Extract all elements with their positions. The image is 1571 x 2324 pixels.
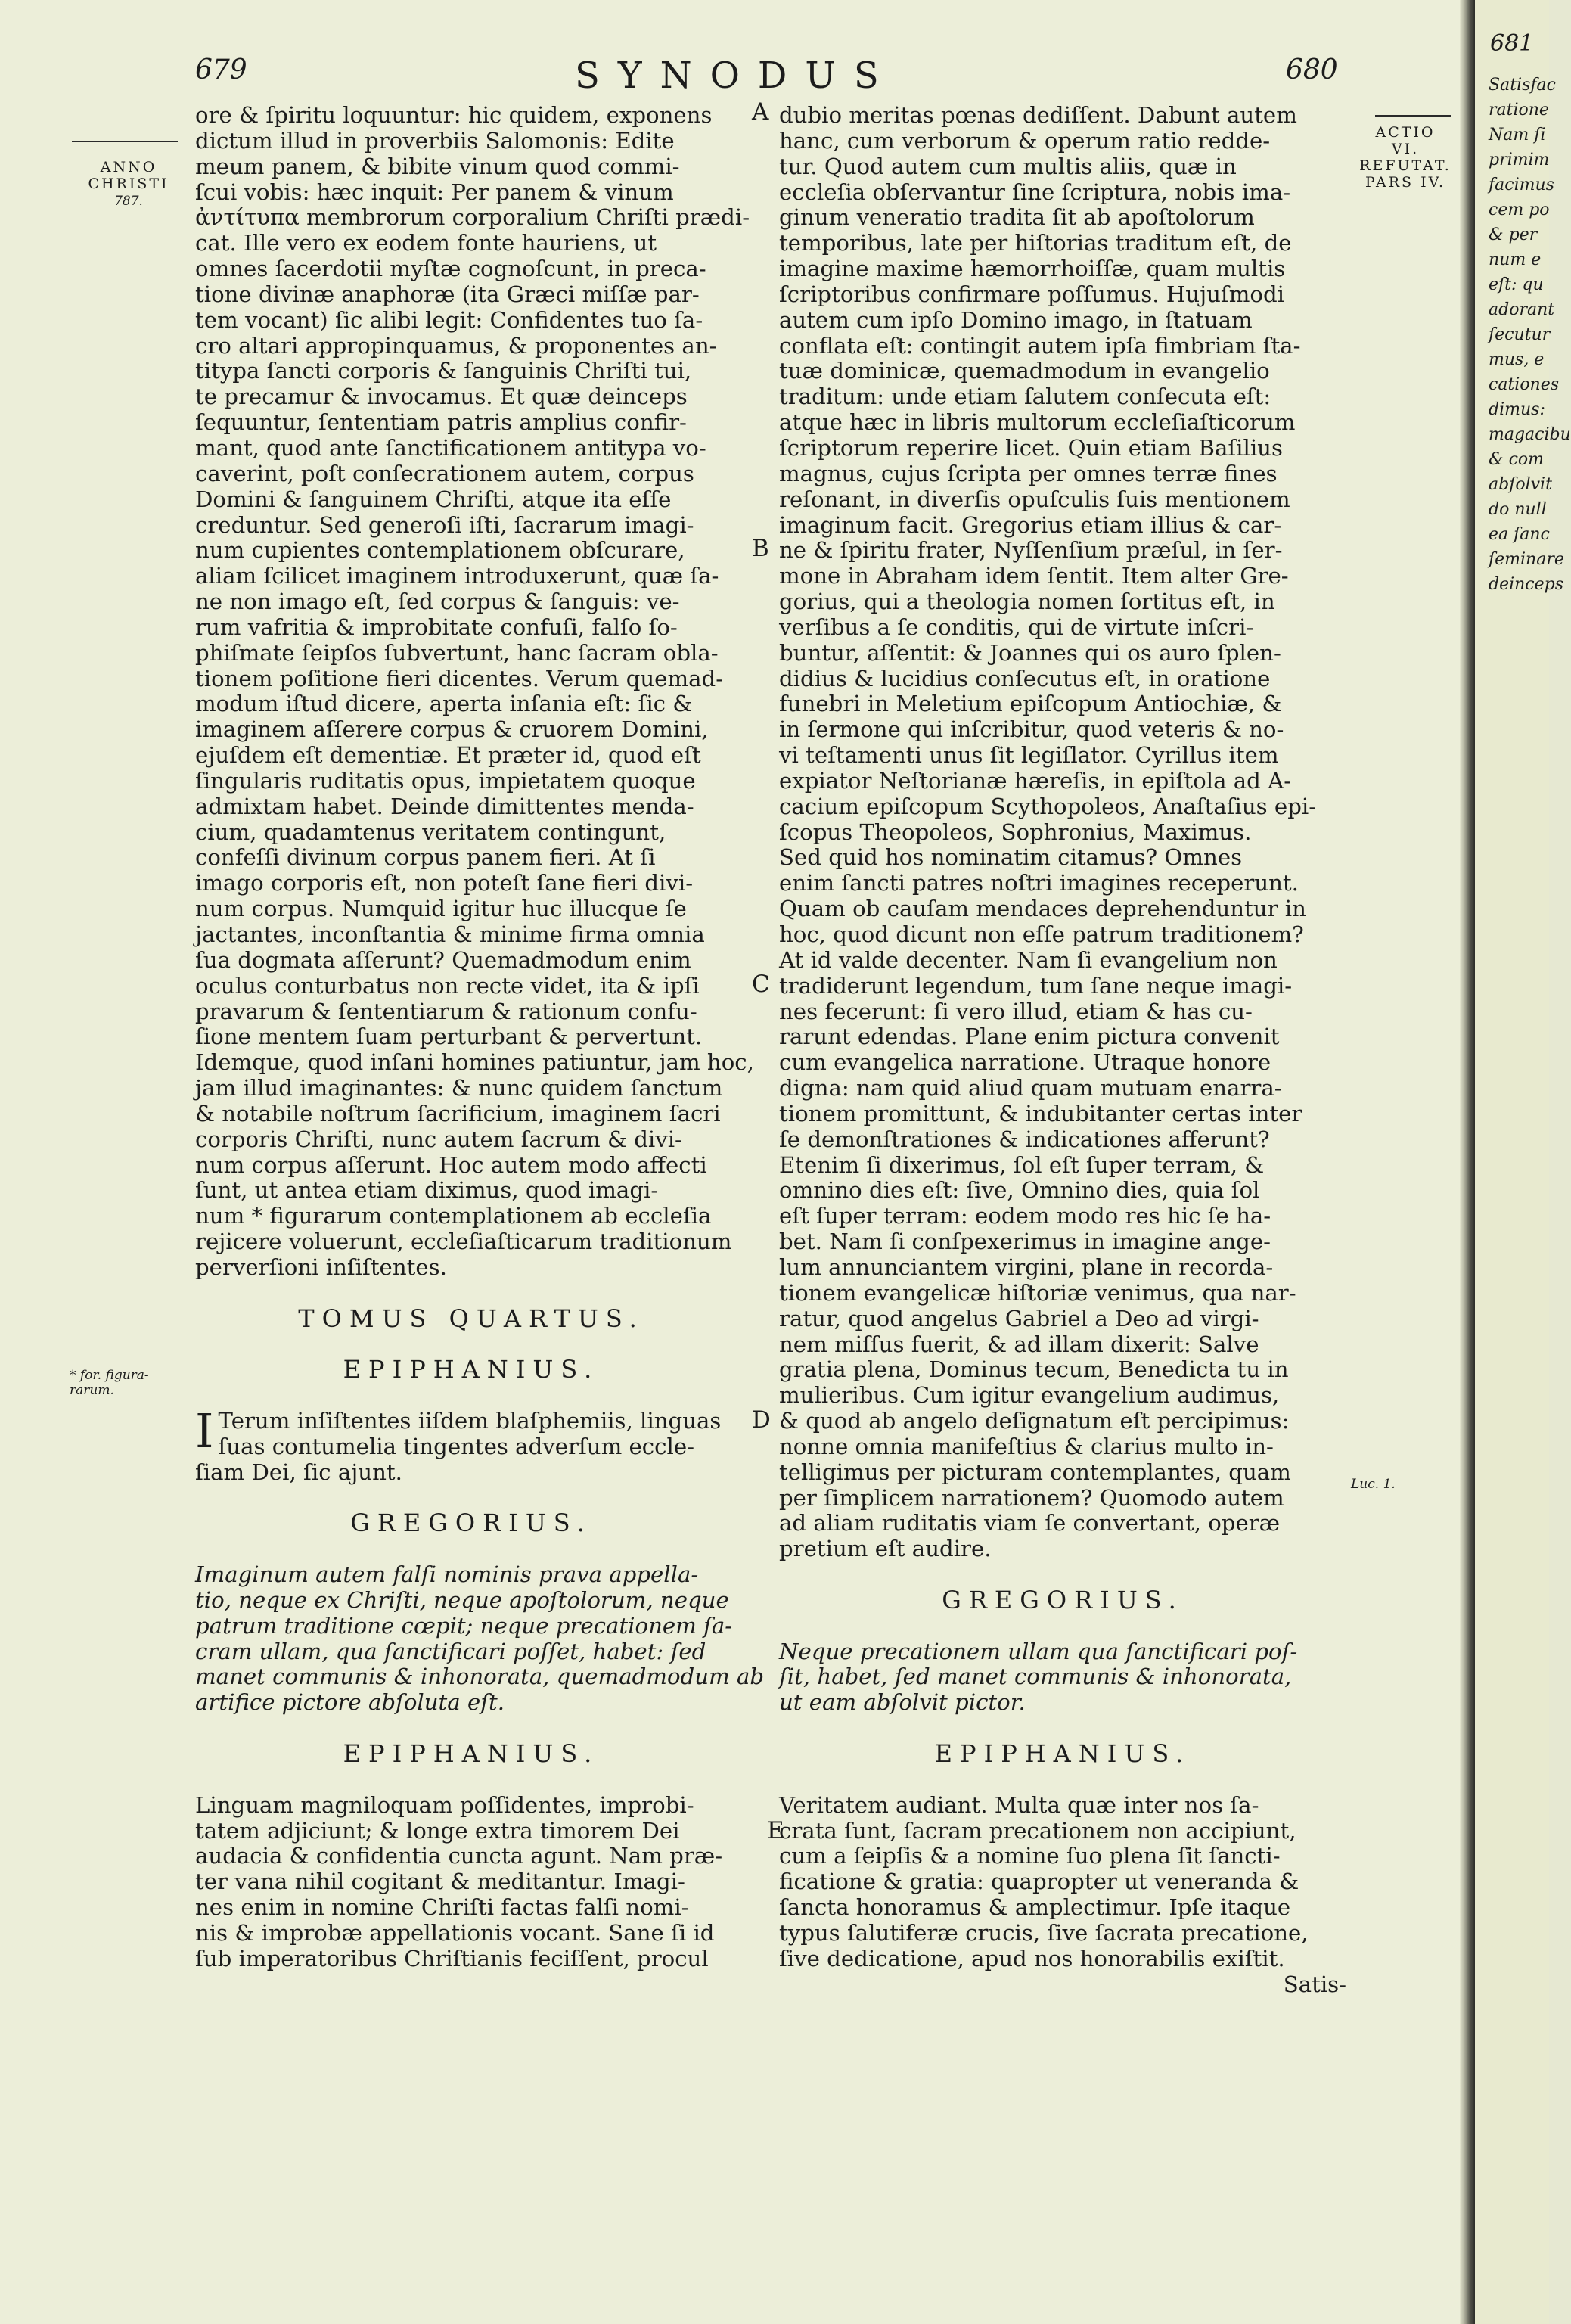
text-line: ut eam abſolvit pictor. <box>779 1689 1026 1716</box>
section-letter-e: E <box>767 1817 784 1844</box>
next-page-fragment: primim <box>1489 151 1550 169</box>
text-line: cum a ſeipſis & a nomine ſuo plena ſit ſancti- <box>779 1843 1281 1869</box>
next-page-fragment: num e <box>1489 250 1542 269</box>
text-line: admixtam habet. Deinde dimittentes menda- <box>195 793 694 819</box>
text-line: mant, quod ante ſanctificationem antitypa vo- <box>195 434 706 461</box>
text-line: ſit, habet, ſed manet communis & inhonorata, <box>779 1664 1292 1690</box>
text-line: corporis Chriſti, nunc autem ſacrum & divi- <box>195 1126 682 1152</box>
text-line: cro altari appropinquamus, & proponentes an- <box>195 332 717 359</box>
text-line: nis & improbæ appellationis vocant. Sane ſi id <box>195 1919 715 1946</box>
text-line: tradiderunt legendum, tum ſane neque imagi- <box>779 972 1293 999</box>
text-line: cat. Ille vero ex eodem fonte hauriens, ut <box>195 230 657 256</box>
section-letter-a: A <box>752 98 769 126</box>
text-line: perverſioni inſiſtentes. <box>195 1254 447 1280</box>
text-line: oculus conturbatus non recte videt, ita & ipſi <box>195 972 700 999</box>
next-page-fragment: mus, e <box>1489 350 1545 369</box>
text-line: ginum veneratio tradita ſit ab apoſtolorum <box>779 204 1255 231</box>
text-line: ſub imperatoribus Chriſtianis feciſſent, procul <box>195 1945 709 1971</box>
text-line: digna: nam quid aliud quam mutuam enarra- <box>779 1075 1282 1101</box>
text-line: artifice pictore abſoluta eſt. <box>195 1689 505 1716</box>
text-line: pretium eſt audire. <box>779 1536 992 1562</box>
left-page-number: 679 <box>195 54 247 85</box>
text-line: autem cum ipſo Domino imago, in ſtatuam <box>779 306 1253 333</box>
next-page-fragment: magacibu <box>1489 425 1571 444</box>
text-line: cacium epiſcopum Scythopoleos, Anaſtaſius epi- <box>779 793 1317 819</box>
refutat-label: REFUTAT. <box>1359 157 1451 174</box>
actio-label: ACTIO <box>1375 124 1436 141</box>
text-line: ſione mentem ſuam perturbant & pervertunt. <box>195 1024 703 1050</box>
text-line: omnes ſacerdotii myſtæ cognoſcunt, in preca- <box>195 256 706 282</box>
right-page-number: 680 <box>1286 54 1338 85</box>
epiphanius-paragraph-1 <box>195 1403 747 1486</box>
text-line: tione divinæ anaphoræ (ita Græci miſſæ par- <box>195 281 700 307</box>
next-page-fragment: eſt: qu <box>1489 275 1544 294</box>
section-letter-d: D <box>752 1406 771 1434</box>
text-line: titypa ſancti corporis & ſanguinis Chriſti tui, <box>195 358 692 384</box>
text-line: ſcui vobis: hæc inquit: Per panem & vinum <box>195 179 674 205</box>
text-line: ſive dedicatione, apud nos honorabilis exiſtit. <box>779 1945 1285 1971</box>
text-line: ſe demonſtrationes & indicationes afferunt? <box>779 1126 1270 1152</box>
text-line: Imaginum autem falſi nominis prava appella- <box>195 1561 699 1588</box>
next-page-fragment: & com <box>1489 450 1545 469</box>
text-line: eſt ſuper terram: eodem modo res hic ſe ha- <box>779 1203 1271 1229</box>
text-line: dubio meritas pœnas dediſſent. Dabunt autem <box>779 102 1297 128</box>
text-line: tio, neque ex Chriſti, neque apoſtolorum, neque <box>195 1586 729 1613</box>
text-line: verſibus a ſe conditis, qui de virtute inſcri- <box>779 614 1254 640</box>
text-line: imago corporis eſt, non poteſt ſane fieri divi- <box>195 870 694 896</box>
text-line: caverint, poſt conſecrationem autem, corpus <box>195 460 694 486</box>
next-page-fragment: deinceps <box>1489 575 1564 594</box>
margin-anno <box>76 159 182 209</box>
epiphanius-heading-right: EPIPHANIUS. <box>934 1739 1191 1768</box>
text-line: ratur, quod angelus Gabriel a Deo ad virgi- <box>779 1305 1259 1331</box>
anno-label: ANNO <box>100 159 157 176</box>
text-line: aliam ſcilicet imaginem introduxerunt, quæ ſa- <box>195 563 719 589</box>
text-line: & quod ab angelo deſignatum eſt percipimus: <box>779 1408 1290 1434</box>
next-page-fragment: cem po <box>1489 200 1550 219</box>
text-line: Domini & ſanguinem Chriſti, atque ita eſſe <box>195 486 672 512</box>
next-page-fragment: cationes <box>1489 375 1560 394</box>
text-line: ἀντίτυπα membrorum corporalium Chriſti prædi- <box>195 204 750 231</box>
text-line: At id valde decenter. Nam ſi evangelium non <box>779 946 1278 973</box>
text-line: gorius, qui a theologia nomen ſortitus eſt, in <box>779 589 1275 615</box>
text-line: imagine maxime hæmorrhoiſſæ, quam multis <box>779 256 1286 282</box>
text-line: ſuas contumelia tingentes adverſum eccle- <box>218 1433 694 1459</box>
text-line: creduntur. Sed generoſi iſti, ſacrarum imagi- <box>195 511 694 538</box>
text-line: mulieribus. Cum igitur evangelium audimus, <box>779 1382 1280 1409</box>
next-page-fragment: ea ſanc <box>1489 525 1550 544</box>
text-line: gratia plena, Dominus tecum, Benedicta tu in <box>779 1356 1289 1383</box>
text-line: crata ſunt, ſacram precationem non accipiunt, <box>779 1817 1296 1844</box>
text-line: audacia & confidentia cuncta agunt. Nam præ- <box>195 1843 723 1869</box>
next-page-edge <box>1475 0 1571 2324</box>
text-line: ſequuntur, ſententiam patris amplius confir- <box>195 409 687 436</box>
text-line: omnino dies eſt: ſive, Omnino dies, quia ſol <box>779 1177 1260 1204</box>
text-line: nes fecerunt: ſi vero illud, etiam & has cu- <box>779 998 1253 1024</box>
text-line: te precamur & invocamus. Et quæ deinceps <box>195 384 688 410</box>
text-line: nes enim in nomine Chriſti factas falſi nomi- <box>195 1894 689 1921</box>
text-line: Quam ob cauſam mendaces deprehenduntur in <box>779 896 1306 922</box>
text-line: pravarum & ſententiarum & rationum confu- <box>195 998 697 1024</box>
text-line: meum panem, & bibite vinum quod commi- <box>195 153 680 179</box>
gregorius-quote-left <box>195 1561 765 1716</box>
text-line: lum annunciantem virgini, plane in recorda- <box>779 1254 1274 1280</box>
text-line: tur. Quod autem cum multis aliis, quæ in <box>779 153 1237 179</box>
text-line: & notabile noſtrum ſacrificium, imaginem ſacri <box>195 1100 721 1126</box>
text-line: imaginem aſſerere corpus & cruorem Domini, <box>195 716 709 743</box>
text-line: eccleſia obſervantur ſine ſcriptura, nobis ima- <box>779 179 1291 205</box>
text-line: traditum: unde etiam ſalutem conſecuta eſt: <box>779 384 1271 410</box>
christi-label: CHRISTI <box>88 176 169 192</box>
next-page-fragment: abſolvit <box>1489 475 1552 494</box>
text-line: ſcriptoribus confirmare poſſumus. Hujuſmodi <box>779 281 1285 307</box>
text-line: dictum illud in proverbiis Salomonis: Edite <box>195 127 675 154</box>
text-line: ſcopus Theopoleos, Sophronius, Maximus. <box>779 819 1252 845</box>
text-line: in ſermone qui inſcribitur, quod veteris & no- <box>779 716 1284 743</box>
text-line: cium, quadamtenus veritatem contingunt, <box>195 819 666 845</box>
text-line: telligimus per picturam contemplantes, quam <box>779 1459 1291 1485</box>
text-line: rarunt edendas. Plane enim pictura convenit <box>779 1024 1280 1050</box>
text-line: Sed quid hos nominatim citamus? Omnes <box>779 844 1243 871</box>
text-line: typus ſalutiferæ crucis, ſive ſacrata precatione, <box>779 1919 1309 1946</box>
text-line: ter vana nihil cogitant & meditantur. Imagi- <box>195 1869 685 1895</box>
text-line: ſiam Dei, ſic ajunt. <box>195 1459 402 1485</box>
right-main-text <box>779 103 1346 1562</box>
next-page-fragment: do null <box>1489 500 1547 519</box>
epiphanius-1-lines <box>195 1403 747 1486</box>
text-line: nem miſſus fuerit, & ad illam dixerit: Salve <box>779 1331 1259 1357</box>
text-line: jactantes, inconſtantia & minime firma omnia <box>195 921 705 947</box>
text-line: rum vafritia & improbitate confuſi, falſo ſo- <box>195 614 678 640</box>
text-line: modum iſtud dicere, aperta inſania eſt: ſic & <box>195 691 693 717</box>
epiphanius-heading-2: EPIPHANIUS. <box>343 1739 600 1768</box>
pars-label: PARS IV. <box>1365 174 1446 191</box>
text-line: imaginum facit. Gregorius etiam illius & car- <box>779 511 1282 538</box>
book-gutter <box>1460 0 1475 2324</box>
text-line: manet communis & inhonorata, quemadmodum ab <box>195 1664 765 1690</box>
text-line: Linguam magniloquam poſſidentes, improbi- <box>195 1791 694 1818</box>
epiphanius-paragraph-2 <box>195 1793 747 1972</box>
text-line: hoc, quod dicunt non eſſe patrum traditionem? <box>779 921 1304 947</box>
text-line: vi teſtamenti unus ſit legiſlator. Cyrillus item <box>779 742 1279 769</box>
text-line: ſua dogmata aſſerunt? Quemadmodum enim <box>195 946 691 973</box>
right-margin-rule <box>1375 115 1451 117</box>
text-line: ſingularis ruditatis opus, impietatem quoque <box>195 767 696 794</box>
text-line: tem vocant) ſic alibi legit: Confidentes tuo ſa- <box>195 306 703 333</box>
text-line: Idemque, quod inſani homines patiuntur, jam hoc, <box>195 1049 754 1076</box>
text-line: ſunt, ut antea etiam diximus, quod imagi- <box>195 1177 659 1204</box>
text-line: ejuſdem eſt dementiæ. Et præter id, quod eſt <box>195 742 701 769</box>
left-main-text <box>195 102 754 1281</box>
left-margin-rule <box>72 141 178 142</box>
text-line: Etenim ſi dixerimus, ſol eſt ſuper terram, & <box>779 1151 1265 1178</box>
text-line: ſancta honoramus & amplectimur. Ipſe itaque <box>779 1894 1291 1921</box>
left-column <box>195 102 765 1972</box>
footnote-end: rarum. <box>70 1383 114 1398</box>
text-line: tionem promittunt, & indubitanter certas inter <box>779 1100 1302 1126</box>
footnote-figurarum <box>70 1368 191 1398</box>
text-line: ne & ſpiritu frater, Nyſſenſium præſul, in ſer- <box>779 537 1283 564</box>
text-line: jam illud imaginantes: & nunc quidem ſanctum <box>195 1075 723 1101</box>
text-line: temporibus, late per hiſtorias traditum eſt, de <box>779 230 1292 256</box>
next-page-fragment: dimus: <box>1489 400 1545 419</box>
text-line: ficatione & gratia: quapropter ut veneranda & <box>779 1869 1299 1895</box>
text-line: num cupientes contemplationem obſcurare, <box>195 537 685 564</box>
text-line: mone in Abraham idem ſentit. Item alter Gre- <box>779 563 1289 589</box>
text-line: tatem adjiciunt; & longe extra timorem Dei <box>195 1817 680 1844</box>
text-line: conflata eſt: contingit autem ipſa fimbriam ſta- <box>779 332 1301 359</box>
text-line: didius & lucidius conſecutus eſt, in oratione <box>779 665 1271 691</box>
text-line: nonne omnia manifeſtius & clarius multo in- <box>779 1433 1274 1459</box>
text-line: magnus, cujus ſcripta per omnes terræ fines <box>779 460 1278 486</box>
text-line: num * figurarum contemplationem ab eccleſia <box>195 1203 712 1229</box>
next-page-fragment: facimus <box>1489 176 1554 194</box>
text-line: ſcriptorum reperire licet. Quin etiam Baſilius <box>779 434 1283 461</box>
text-line: cram ullam, qua ſanctificari poſſet, habet: ſed <box>195 1638 706 1664</box>
epiphanius-paragraph-right <box>779 1793 1346 1972</box>
text-line: tuæ dominicæ, quemadmodum in evangelio <box>779 358 1270 384</box>
catchword: Satis- <box>1283 1971 1346 1997</box>
text-line: bet. Nam ſi conſpexerimus in imagine ange- <box>779 1229 1271 1255</box>
text-line: phiſmate ſeipſos ſubvertunt, hanc ſacram obla- <box>195 639 719 666</box>
text-line: Neque precationem ullam qua ſanctificari poſ- <box>779 1638 1298 1664</box>
year-label: 787. <box>114 194 143 209</box>
text-line: Veritatem audiant. Multa quæ inter nos ſa- <box>779 1791 1259 1818</box>
text-line: Terum inſiſtentes iiſdem blaſphemiis, linguas <box>218 1408 722 1434</box>
footnote-mark: * for. figura- <box>70 1368 149 1383</box>
next-page-number: 681 <box>1490 30 1534 57</box>
text-line: num corpus aſſerunt. Hoc autem modo affecti <box>195 1151 707 1178</box>
text-line: atque hæc in libris multorum eccleſiaſticorum <box>779 409 1296 436</box>
section-letter-b: B <box>752 535 769 562</box>
text-line: reſonant, in diverſis opuſculis ſuis mentionem <box>779 486 1290 512</box>
text-line: hanc, cum verborum & operum ratio redde- <box>779 127 1271 154</box>
text-line: confeſſi divinum corpus panem fieri. At ſi <box>195 844 656 871</box>
running-title: SYNODUS <box>575 54 897 97</box>
text-line: ad aliam ruditatis viam ſe convertant, operæ <box>779 1510 1281 1536</box>
next-page-fragment: Nam ſi <box>1489 126 1546 144</box>
right-column <box>779 103 1346 1997</box>
next-page-fragment: ſecutur <box>1489 325 1551 344</box>
margin-actio <box>1352 124 1458 191</box>
next-page-fragment: & per <box>1489 225 1538 244</box>
text-line: tionem poſitione fieri dicentes. Verum quemad- <box>195 665 724 691</box>
next-page-fragment: adorant <box>1489 300 1555 319</box>
section-letter-c: C <box>752 971 770 998</box>
text-line: buntur, aſſentit: & Joannes qui os auro ſplen- <box>779 639 1281 666</box>
dropcap: I <box>195 1403 214 1459</box>
text-line: rejicere voluerunt, eccleſiaſticarum traditionum <box>195 1229 732 1255</box>
text-line: ne non imago eſt, ſed corpus & ſanguis: ve- <box>195 589 680 615</box>
text-line: cum evangelica narratione. Utraque honore <box>779 1049 1271 1076</box>
text-line: funebri in Meletium epiſcopum Antiochiæ, & <box>779 691 1282 717</box>
luke-reference: Luc. 1. <box>1351 1477 1396 1492</box>
gregorius-heading-right: GREGORIUS. <box>942 1585 1184 1614</box>
text-line: patrum traditione cœpit; neque precationem ſa- <box>195 1612 733 1639</box>
next-page-fragment: ratione <box>1489 101 1549 120</box>
text-line: tionem evangelicæ hiſtoriæ venimus, qua nar- <box>779 1279 1296 1306</box>
text-line: num corpus. Numquid igitur huc illucque ſe <box>195 896 687 922</box>
actio-number: VI. <box>1391 141 1420 157</box>
text-line: ore & ſpiritu loquuntur: hic quidem, exponens <box>195 102 713 128</box>
tomus-heading: TOMUS QUARTUS. <box>298 1303 644 1333</box>
text-line: expiator Neſtorianæ hæreſis, in epiſtola ad A- <box>779 767 1292 794</box>
next-page-fragment: ſeminare <box>1489 550 1564 569</box>
gregorius-heading-left: GREGORIUS. <box>350 1508 592 1538</box>
gregorius-quote-right <box>779 1639 1346 1717</box>
text-line: enim ſancti patres noſtri imagines receperunt. <box>779 870 1299 896</box>
text-line: per ſimplicem narrationem? Quomodo autem <box>779 1484 1284 1511</box>
epiphanius-heading-1: EPIPHANIUS. <box>343 1355 600 1384</box>
next-page-fragment: Satisfac <box>1489 76 1556 95</box>
